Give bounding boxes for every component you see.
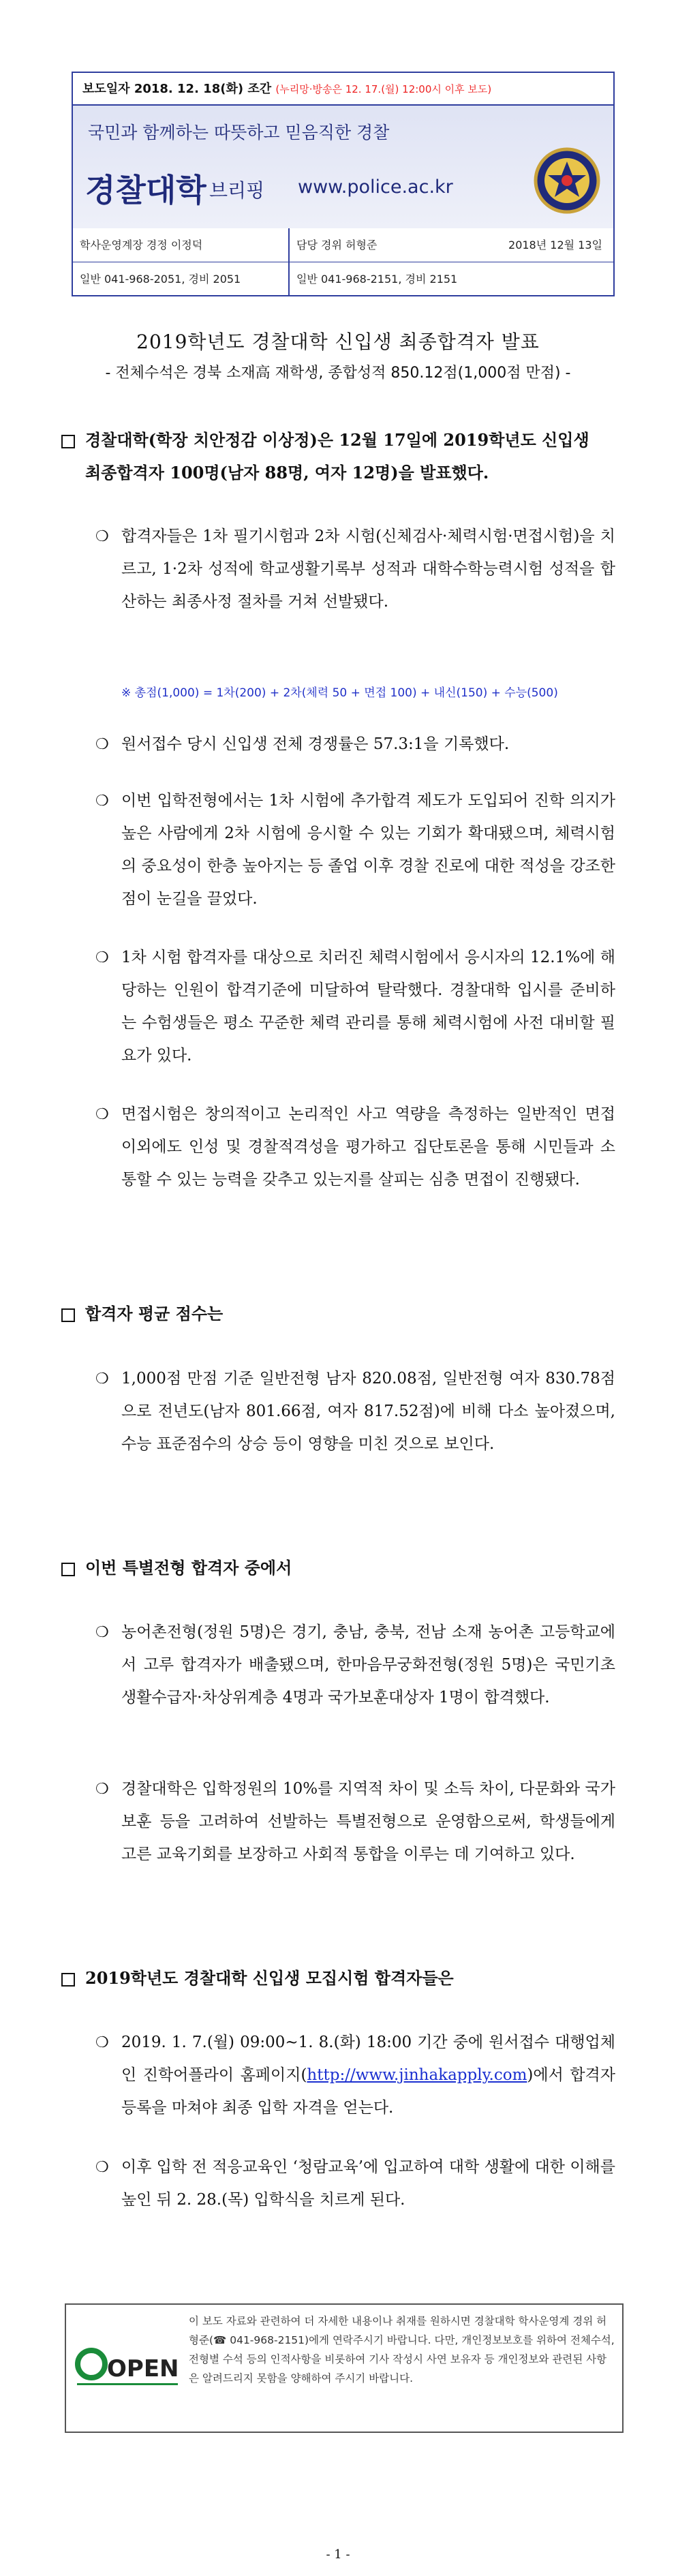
press-release-header xyxy=(72,72,615,296)
circle-bullet-icon: ❍ xyxy=(95,2034,109,2051)
footer-text: 이 보도 자료와 관련하여 더 자세한 내용이나 취재를 원하시면 경찰대학 학사운영계 경위 허형준(☎ 041-968-2151)에게 연락주시기 바랍니다. 다만, 개인정보보호를 위하여 전체수석, 전형별 수석 등의 인적사항을 비롯하여 기사 작성시 사연 보유자 등 개인정보와 관련된 사항은 알려드리지 못함을 양해하여 주시기 바랍니다. xyxy=(189,2315,615,2385)
slogan: 국민과 함께하는 따뜻하고 믿음직한 경찰 xyxy=(88,123,390,142)
bullet-text: 경찰대학은 입학정원의 10%를 지역적 차이 및 소득 차이, 다문화와 국가보훈 등을 고려하여 선발하는 특별전형으로 운영함으로써, 학생들에게 고른 교육기회를 보장하고 사회적 통합을 이루는 데 기여하고 있다. xyxy=(121,1780,615,1863)
page-number: - 1 - xyxy=(326,2547,350,2562)
institution-title: 경찰대학 xyxy=(85,172,206,209)
circle-bullet-icon: ❍ xyxy=(95,528,109,545)
circle-bullet-icon: ❍ xyxy=(95,793,109,810)
score-note: ※ 총점(1,000) = 1차(200) + 2차(체력 50 + 면접 100) + 내신(150) + 수능(500) xyxy=(121,686,558,700)
bullet-text-tail: )에서 합격자 등록을 마쳐야 최종 입학 자격을 얻는다. xyxy=(121,2066,615,2117)
contact-phone-right: 일반 041-968-2151, 경비 2151 xyxy=(296,273,458,286)
section-square-icon xyxy=(61,435,75,448)
contact-right xyxy=(290,228,613,296)
section-heading: 합격자 평균 점수는 xyxy=(85,1304,224,1323)
document-title: 2019학년도 경찰대학 신입생 최종합격자 발표 xyxy=(136,331,540,353)
circle-bullet-icon: ❍ xyxy=(95,2159,109,2176)
embargo-line xyxy=(73,73,613,106)
section-square-icon xyxy=(61,1563,75,1576)
section-square-icon xyxy=(61,1308,75,1322)
website-url: www.police.ac.kr xyxy=(298,177,453,198)
contact-person: 담당 경위 허형준 xyxy=(296,239,378,251)
bullet-text: 면접시험은 창의적이고 논리적인 사고 역량을 측정하는 일반적인 면접 이외에도 인성 및 경찰적격성을 평가하고 집단토론을 통해 시민들과 소통할 수 있는 능력을 갖추고 있는지를 살피는 심층 면접이 진행됐다. xyxy=(121,1105,615,1189)
bullet-text: 1차 시험 합격자를 대상으로 치러진 체력시험에서 응시자의 12.1%에 해당하는 인원이 합격기준에 미달하여 탈락했다. 경찰대학 입시를 준비하는 수험생들은 평소 꾸준한 체력 관리를 통해 체력시험에 사전 대비할 필요가 있다. xyxy=(121,949,615,1064)
circle-bullet-icon: ❍ xyxy=(95,949,109,966)
section-square-icon xyxy=(61,1973,75,1987)
bullet-text: 원서접수 당시 신입생 전체 경쟁률은 57.3:1을 기록했다. xyxy=(121,735,510,753)
open-logo-icon xyxy=(73,2342,182,2397)
police-emblem-icon xyxy=(533,147,601,215)
embargo-note: (누리망·방송은 12. 17.(월) 12:00시 이후 보도) xyxy=(275,83,492,95)
section-heading: 2019학년도 경찰대학 신입생 모집시험 합격자들은 xyxy=(85,1968,454,1988)
circle-bullet-icon: ❍ xyxy=(95,1624,109,1641)
footer-notice-box xyxy=(65,2303,624,2433)
bullet-text: 이후 입학 전 적응교육인 ‘청람교육’에 입교하여 대학 생활에 대한 이해를 높인 뒤 2. 28.(목) 입학식을 치르게 된다. xyxy=(121,2158,615,2209)
section-heading: 경찰대학(학장 치안정감 이상정)은 12월 17일에 2019학년도 신입생 최종합격자 100명(남자 88명, 여자 12명)을 발표했다. xyxy=(85,430,589,482)
circle-bullet-icon: ❍ xyxy=(95,1106,109,1123)
release-date: 2018년 12월 13일 xyxy=(508,239,602,251)
bullet-text: 1,000점 만점 기준 일반전형 남자 820.08점, 일반전형 여자 830.78점으로 전년도(남자 801.66점, 여자 817.52점)에 비해 다소 높아졌으며, 수능 표준점수의 상승 등이 영향을 미친 것으로 보인다. xyxy=(121,1370,615,1453)
circle-bullet-icon: ❍ xyxy=(95,736,109,753)
jinhakapply-link[interactable]: http://www.jinhakapply.com xyxy=(307,2066,527,2084)
bullet-text: 농어촌전형(정원 5명)은 경기, 충남, 충북, 전남 소재 농어촌 고등학교에서 고루 합격자가 배출됐으며, 한마음무궁화전형(정원 5명)은 국민기초생활수급자·차상위계층 4명과 국가보훈대상자 1명이 합격했다. xyxy=(121,1623,615,1706)
embargo-main: 보도일자 2018. 12. 18(화) 조간 xyxy=(82,82,272,96)
section-heading: 이번 특별전형 합격자 중에서 xyxy=(85,1558,292,1578)
bullet-text: 합격자들은 1차 필기시험과 2차 시험(신체검사·체력시험·면접시험)을 치르고, 1·2차 성적에 학교생활기록부 성적과 대학수학능력시험 성적을 합산하는 최종사정 절차를 거쳐 선발됐다. xyxy=(121,527,615,611)
circle-bullet-icon: ❍ xyxy=(95,1370,109,1387)
bullet-text: 이번 입학전형에서는 1차 시험에 추가합격 제도가 도입되어 진학 의지가 높은 사람에게 2차 시험에 응시할 수 있는 기회가 확대됐으며, 체력시험의 중요성이 한층 높아지는 등 졸업 이후 경찰 진로에 대한 적성을 강조한 점이 눈길을 끌었다. xyxy=(121,792,615,908)
document-subtitle: - 전체수석은 경북 소재高 재학생, 종합성적 850.12점(1,000점 만점) - xyxy=(105,365,571,382)
briefing-label: 브리핑 xyxy=(209,179,265,202)
bullet-text-with-link xyxy=(121,2026,615,2124)
contact-dept: 학사운영계장 경정 이정덕 xyxy=(73,228,288,262)
contact-person-row xyxy=(290,228,613,262)
contact-left xyxy=(73,228,290,296)
open-logo-text: OPEN xyxy=(107,2355,179,2382)
contact-phone-left: 일반 041-968-2051, 경비 2051 xyxy=(80,273,241,286)
bullet-text-lead: 2019. 1. 7.(월) 09:00∼1. 8.(화) 18:00 기간 중에 원서접수 대행업체인 진학어플라이 홈페이지( xyxy=(121,2034,615,2084)
header-band xyxy=(73,106,613,228)
circle-bullet-icon: ❍ xyxy=(95,1781,109,1798)
